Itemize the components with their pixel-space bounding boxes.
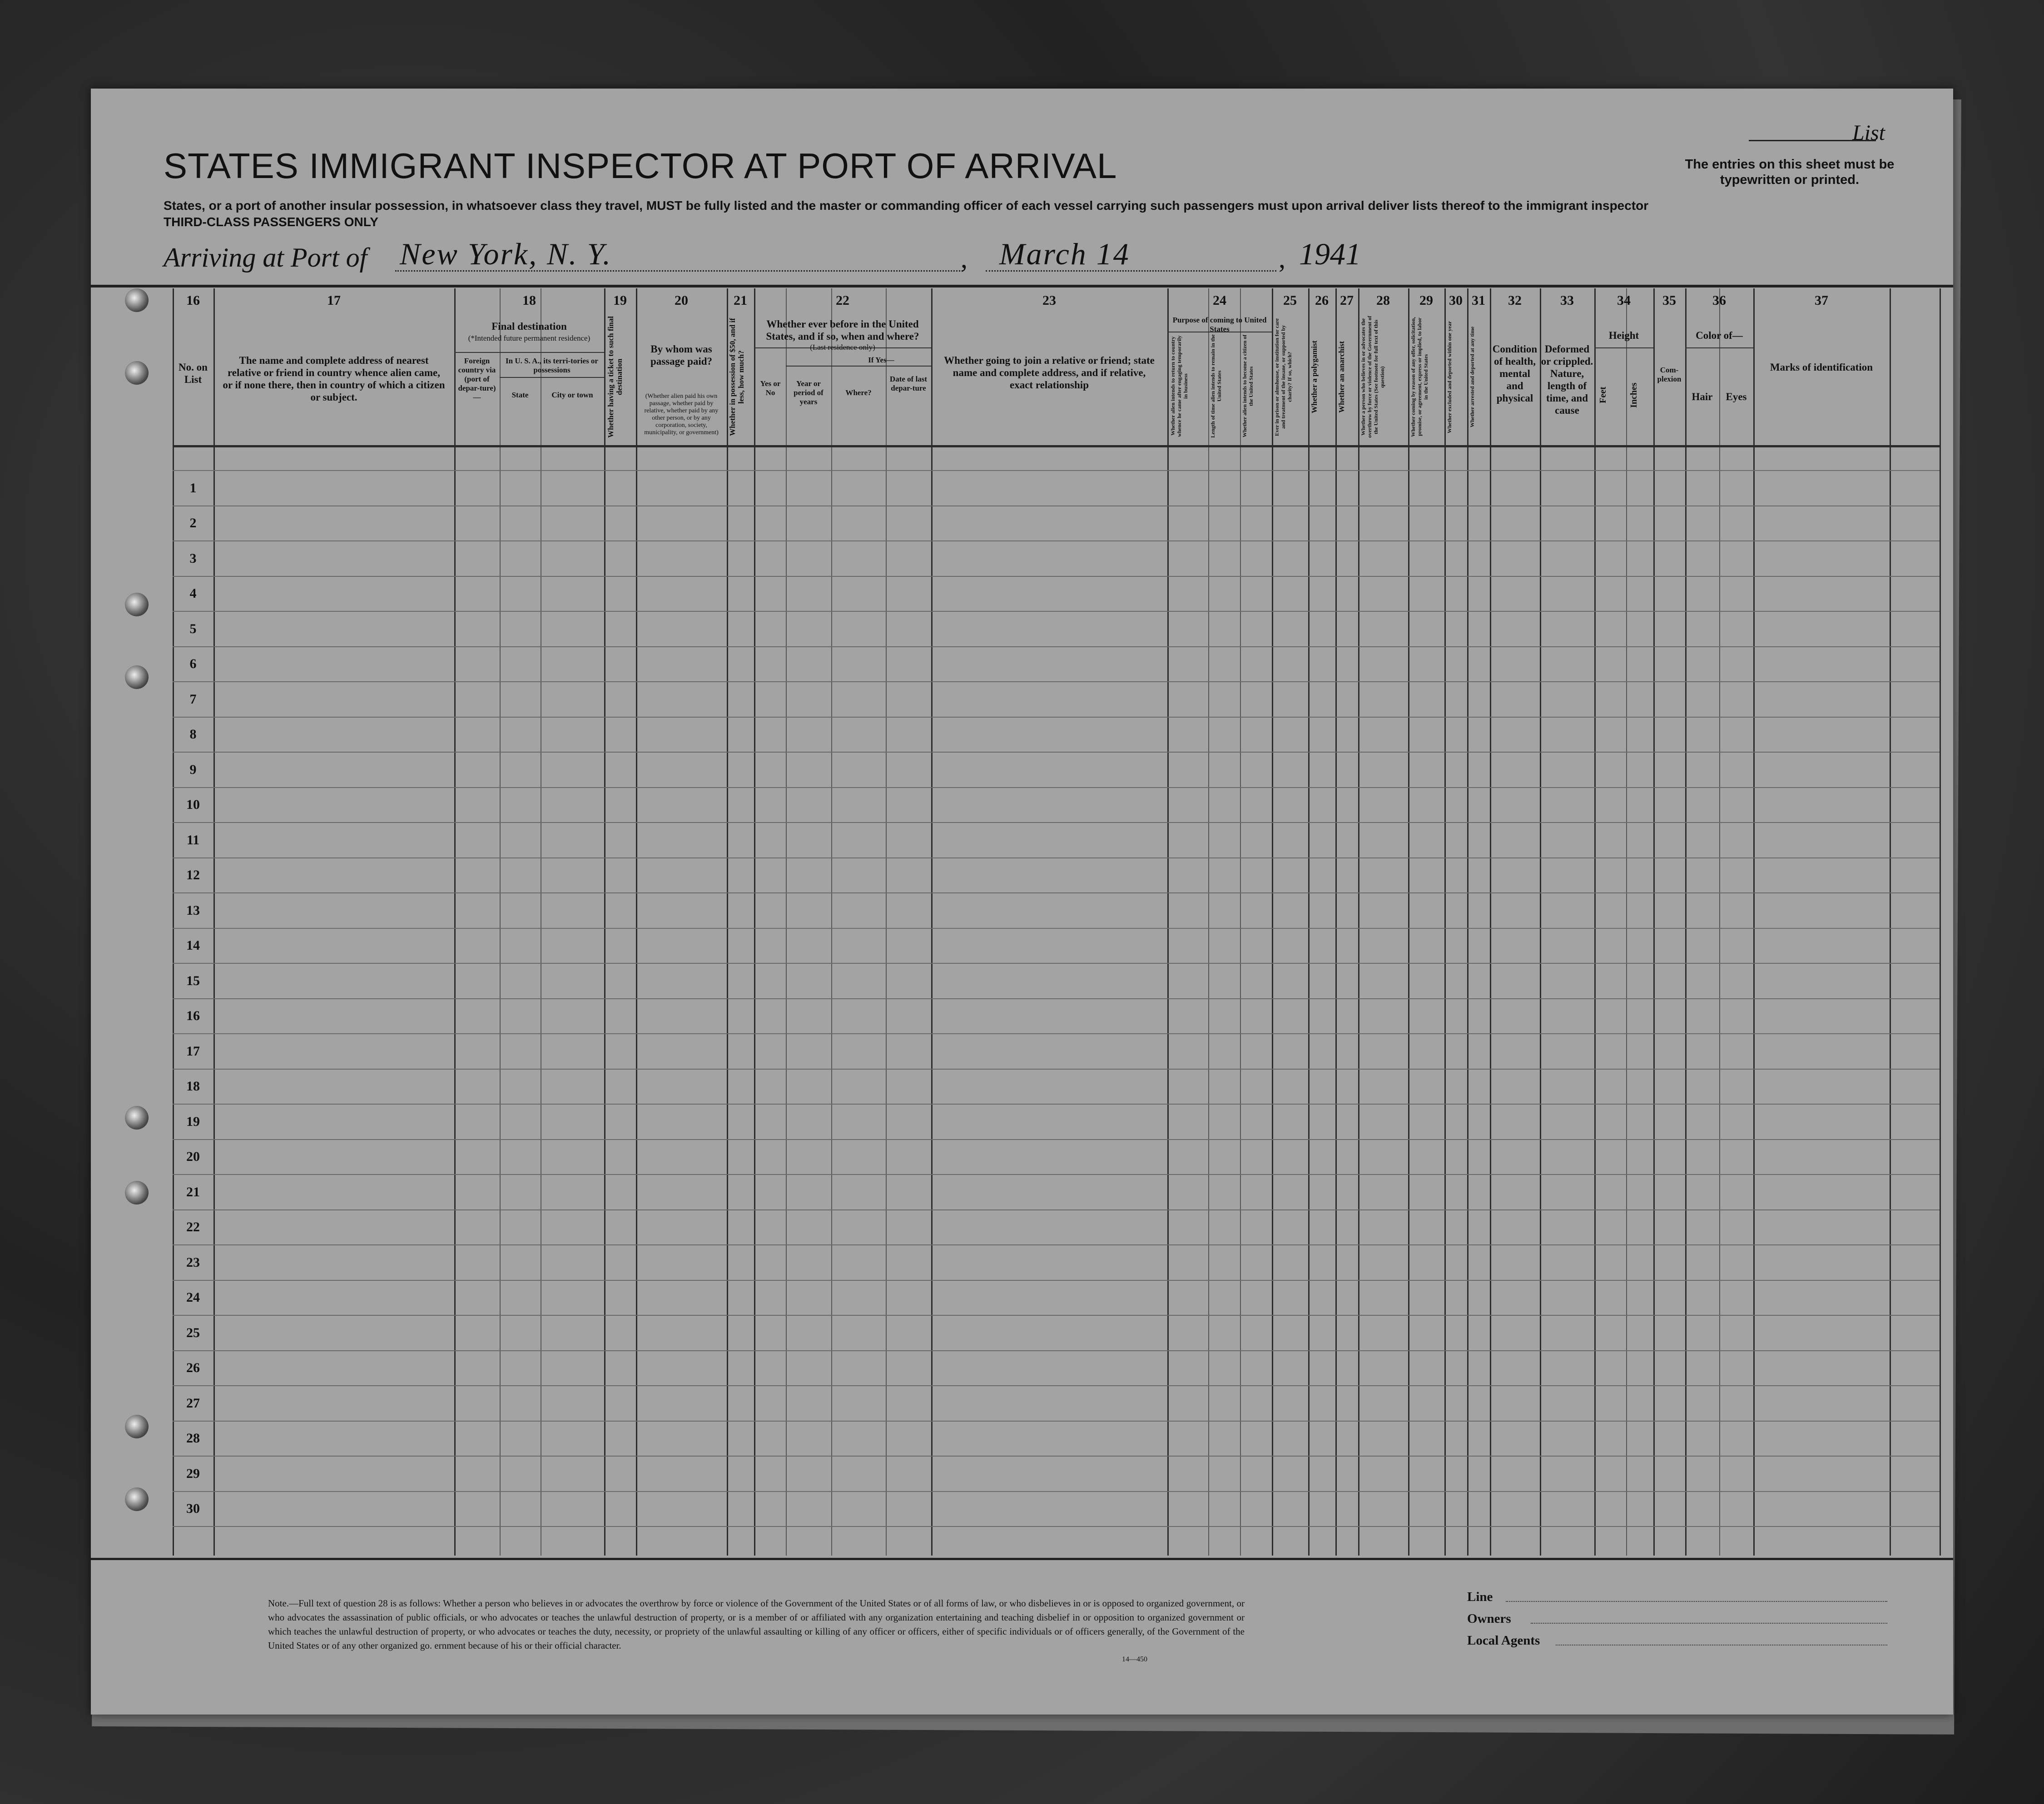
header-height: Height (1608, 330, 1639, 341)
local-agents-label: Local Agents (1467, 1633, 1540, 1648)
column-line (636, 288, 637, 1556)
row-number: 18 (186, 1079, 200, 1094)
header-ticket: Whether having a ticket to such final destination (606, 316, 624, 438)
header-excluded: Whether excluded and deported within one year (1446, 321, 1453, 433)
column-number: 28 (1376, 293, 1390, 308)
column-line (1685, 288, 1687, 1556)
arrival-date[interactable]: March 14 (999, 237, 1130, 271)
header-purpose-length: Length of time alien intends to remain in the United States (1210, 334, 1222, 438)
row-line (173, 752, 1940, 753)
column-line (1167, 288, 1169, 1556)
row-line (173, 787, 1940, 788)
row-line (173, 1209, 1940, 1210)
arrival-label: Arriving at Port of (164, 243, 367, 273)
column-line (454, 288, 456, 1556)
column-line (1308, 288, 1310, 1556)
date-underline (986, 270, 1276, 272)
punch-hole (125, 1415, 149, 1438)
row-number: 3 (189, 551, 197, 566)
header-passage-note: (Whether alien paid his own passage, whether paid by relative, whether paid by any other person, or by any corporation, society, municipality, or government) (644, 393, 719, 436)
header-final-destination: Final destination (491, 321, 567, 332)
header-anarchist: Whether an anarchist (1337, 341, 1346, 413)
column-line (1594, 288, 1596, 1556)
row-line (173, 576, 1940, 577)
header-labor-offer: Whether coming by reason of any offer, solicitation, promise, or agreement, express or implied, to labor in the United States (1410, 317, 1429, 437)
row-line (173, 998, 1940, 999)
row-line (173, 1069, 1940, 1070)
header-arrested: Whether arrested and deported at any time (1469, 326, 1475, 428)
column-number: 32 (1508, 293, 1522, 308)
header-ever-before-note: (Last residence only) (810, 343, 875, 352)
column-number: 23 (1042, 293, 1056, 308)
row-number: 1 (189, 481, 197, 496)
class-note: THIRD-CLASS PASSENGERS ONLY (164, 215, 378, 229)
row-number: 20 (186, 1149, 200, 1164)
top-rule (91, 285, 1953, 287)
punch-hole (125, 593, 149, 616)
separator-comma: , (961, 243, 967, 273)
header-ever-before: Whether ever before in the United States, and if so, when and where? (766, 318, 919, 342)
column-number: 33 (1560, 293, 1574, 308)
row-number: 21 (186, 1184, 200, 1199)
column-line (1358, 288, 1359, 1556)
row-number: 10 (186, 797, 200, 812)
column-number: 18 (522, 293, 536, 308)
list-label: List (1852, 121, 1885, 145)
manifest-table (91, 288, 1953, 1556)
row-line (173, 1385, 1940, 1386)
row-number: 8 (189, 727, 197, 742)
row-number: 30 (186, 1501, 200, 1516)
header-if-yes: If Yes— (868, 356, 894, 364)
column-number: 30 (1449, 293, 1463, 308)
punch-hole (125, 665, 149, 689)
column-line (931, 288, 933, 1556)
header-feet: Feet (1598, 387, 1608, 404)
column-line (754, 288, 755, 1556)
header-prison: Ever in prison or almshouse, or institution for care and treatment of the insane, or supported by charity? If so, which? (1274, 318, 1293, 436)
footnote: Note.—Full text of question 28 is as follows: Whether a person who believes in or advocates the overthrow by force or violence of the Government of the United States or of all forms of law, or who disbelieves in or is opposed to organized government, or who advocates the assassination of public officials, or who advocates or teaches the unlawful destruction of property, or is a member of or affiliated with any organization entertaining and teaching disbelief in or opposition to organized government or which teaches the unlawful destruction of property, or who advocates or teaches the duty, necessity, or propriety of the unlawful assaulting or killing of any officer or officers, either of specific individuals or of officers generally, of the Government of the United States or of any other organized go. ernment because of his or their official character. (268, 1598, 1245, 1651)
header-yes-or-no: Yes or No (760, 379, 781, 397)
row-number: 25 (186, 1325, 200, 1340)
punch-hole (125, 1487, 149, 1511)
column-number: 29 (1419, 293, 1433, 308)
row-number: 13 (186, 903, 200, 918)
column-line (1626, 288, 1627, 1556)
header-no-on-list: No. on List (179, 362, 208, 385)
row-number: 16 (186, 1008, 200, 1023)
header-bottom-rule (173, 445, 1940, 447)
header-complexion: Com-plexion (1657, 366, 1682, 383)
header-state: State (511, 391, 529, 399)
row-number: 7 (189, 692, 197, 707)
column-line (1408, 288, 1409, 1556)
column-line (1753, 288, 1755, 1556)
header-years: Year or period of years (794, 379, 824, 406)
row-number: 27 (186, 1396, 200, 1411)
header-foreign-country: Foreign country via (port of depar-ture)— (458, 357, 496, 401)
port-underline (395, 270, 963, 272)
row-number: 22 (186, 1219, 200, 1234)
column-line (786, 288, 787, 1556)
header-where: Where? (845, 388, 872, 397)
punch-hole (125, 288, 149, 312)
row-line (173, 470, 1940, 471)
header-relative-address: The name and complete address of nearest relative or friend in country whence alien came, or if none there, then in country of which a citizen or subject. (223, 355, 445, 403)
column-number: 35 (1662, 293, 1676, 308)
row-line (173, 1491, 1940, 1492)
header-join-relative: Whether going to join a relative or friend; state name and complete address, and if relative, exact relationship (944, 355, 1155, 391)
column-line (1490, 288, 1491, 1556)
column-line (1467, 288, 1469, 1556)
row-number: 5 (189, 621, 197, 636)
punch-hole (125, 1181, 149, 1204)
row-number: 17 (186, 1044, 200, 1059)
column-line (1653, 288, 1655, 1556)
column-number: 16 (186, 293, 200, 308)
row-line (173, 1456, 1940, 1457)
column-line (500, 288, 501, 1556)
header-deformed: Deformed or crippled. Nature, length of time, and cause (1541, 343, 1593, 416)
row-line (173, 1350, 1940, 1351)
column-line (1272, 288, 1273, 1556)
bottom-rule (91, 1558, 1953, 1560)
column-line (1940, 288, 1941, 1556)
row-number: 29 (186, 1466, 200, 1481)
row-line (173, 822, 1940, 823)
row-line (173, 1244, 1940, 1245)
header-city: City or town (551, 391, 593, 399)
column-line (1444, 288, 1446, 1556)
header-usa: In U. S. A., its terri-tories or possessions (506, 357, 598, 374)
column-line (1208, 288, 1209, 1556)
row-line (173, 1139, 1940, 1140)
column-number: 22 (836, 293, 849, 308)
header-fifty-dollars: Whether in possession of $50, and if less, how much? (728, 318, 745, 436)
header-overthrow: Whether a person who believes in or advocates the overthrow by force or violence of the Government of the United States (See footnote for full text of this question) (1360, 316, 1385, 438)
manifest-sheet (91, 89, 1953, 1715)
column-number: 24 (1213, 293, 1226, 308)
row-line (173, 857, 1940, 858)
separator-comma: , (1279, 243, 1285, 273)
arrival-year[interactable]: 1941 (1299, 237, 1361, 271)
column-line (1335, 288, 1337, 1556)
column-line (213, 288, 215, 1556)
row-number: 19 (186, 1114, 200, 1129)
form-code: 14—450 (1122, 1655, 1147, 1663)
column-number: 20 (675, 293, 688, 308)
row-line (173, 1526, 1940, 1527)
column-number: 36 (1712, 293, 1726, 308)
column-line (886, 288, 887, 1556)
header-rule (786, 366, 931, 367)
column-number: 21 (734, 293, 747, 308)
header-polygamist: Whether a polygamist (1310, 340, 1319, 414)
row-number: 23 (186, 1255, 200, 1270)
row-line (173, 646, 1940, 647)
row-number: 24 (186, 1290, 200, 1305)
row-line (173, 717, 1940, 718)
column-line (604, 288, 605, 1556)
column-number: 34 (1617, 293, 1631, 308)
row-number: 15 (186, 973, 200, 988)
subtitle: States, or a port of another insular possession, in whatsoever class they travel, MUST be fully listed and the master or commanding officer of each vessel carrying such passengers must upon arrival deliver lists thereof to the immigrant inspector (164, 198, 1649, 213)
column-number: 27 (1340, 293, 1354, 308)
arrival-port[interactable]: New York, N. Y. (400, 237, 612, 271)
header-health: Condition of health, mental and physical (1492, 343, 1538, 404)
header-passage-paid: By whom was passage paid? (650, 343, 713, 367)
row-line (173, 1315, 1940, 1316)
column-number: 19 (613, 293, 627, 308)
line-label: Line (1467, 1590, 1493, 1604)
header-date-departure: Date of last depar-ture (889, 375, 928, 392)
column-number: 26 (1315, 293, 1329, 308)
row-number: 11 (186, 833, 200, 847)
owners-field[interactable] (1531, 1623, 1887, 1624)
row-line (173, 1421, 1940, 1422)
row-number: 28 (186, 1431, 200, 1446)
column-line (727, 288, 728, 1556)
row-line (173, 540, 1940, 541)
column-line (831, 288, 832, 1556)
header-rule (500, 377, 604, 378)
row-line (173, 1280, 1940, 1281)
row-line (173, 1174, 1940, 1175)
row-number: 14 (186, 938, 200, 953)
column-number: 31 (1472, 293, 1485, 308)
row-number: 4 (189, 586, 197, 601)
list-number-field[interactable] (1749, 140, 1876, 141)
header-hair: Hair (1692, 391, 1713, 402)
row-number: 2 (189, 515, 197, 530)
row-number: 26 (186, 1360, 200, 1375)
header-purpose: Purpose of coming to United States (1172, 316, 1267, 333)
column-number: 25 (1283, 293, 1297, 308)
column-number: 17 (327, 293, 341, 308)
header-marks: Marks of identification (1770, 362, 1873, 373)
instructions-note: The entries on this sheet must be typewritten or printed. (1685, 157, 1895, 187)
row-line (173, 1033, 1940, 1034)
header-purpose-citizen: Whether alien intends to become a citizen of the United States (1241, 334, 1254, 438)
column-number: 37 (1815, 293, 1828, 308)
punch-hole (125, 1106, 149, 1130)
header-eyes: Eyes (1726, 391, 1747, 402)
header-rule (1594, 347, 1653, 348)
row-number: 12 (186, 867, 200, 882)
row-line (173, 892, 1940, 893)
row-number: 9 (189, 762, 197, 777)
header-color-of: Color of— (1696, 330, 1743, 341)
column-line (1890, 288, 1891, 1556)
header-rule (454, 352, 604, 353)
header-inches: Inches (1629, 382, 1639, 408)
row-line (173, 681, 1940, 682)
row-line (173, 611, 1940, 612)
header-purpose-return: Whether alien intends to return to country whence he came after engaging temporarily in business (1170, 335, 1189, 437)
column-line (1540, 288, 1541, 1556)
row-line (173, 963, 1940, 964)
row-number: 6 (189, 656, 197, 671)
header-rule (1685, 347, 1753, 348)
line-field[interactable] (1506, 1601, 1887, 1602)
row-line (173, 928, 1940, 929)
column-line (1719, 288, 1720, 1556)
owners-label: Owners (1467, 1611, 1511, 1626)
row-line (173, 1104, 1940, 1105)
punch-hole (125, 361, 149, 385)
header-final-destination-note: (*Intended future permanent residence) (468, 334, 590, 342)
page-title: STATES IMMIGRANT INSPECTOR AT PORT OF ARRIVAL (164, 146, 1117, 186)
column-line (1240, 288, 1241, 1556)
